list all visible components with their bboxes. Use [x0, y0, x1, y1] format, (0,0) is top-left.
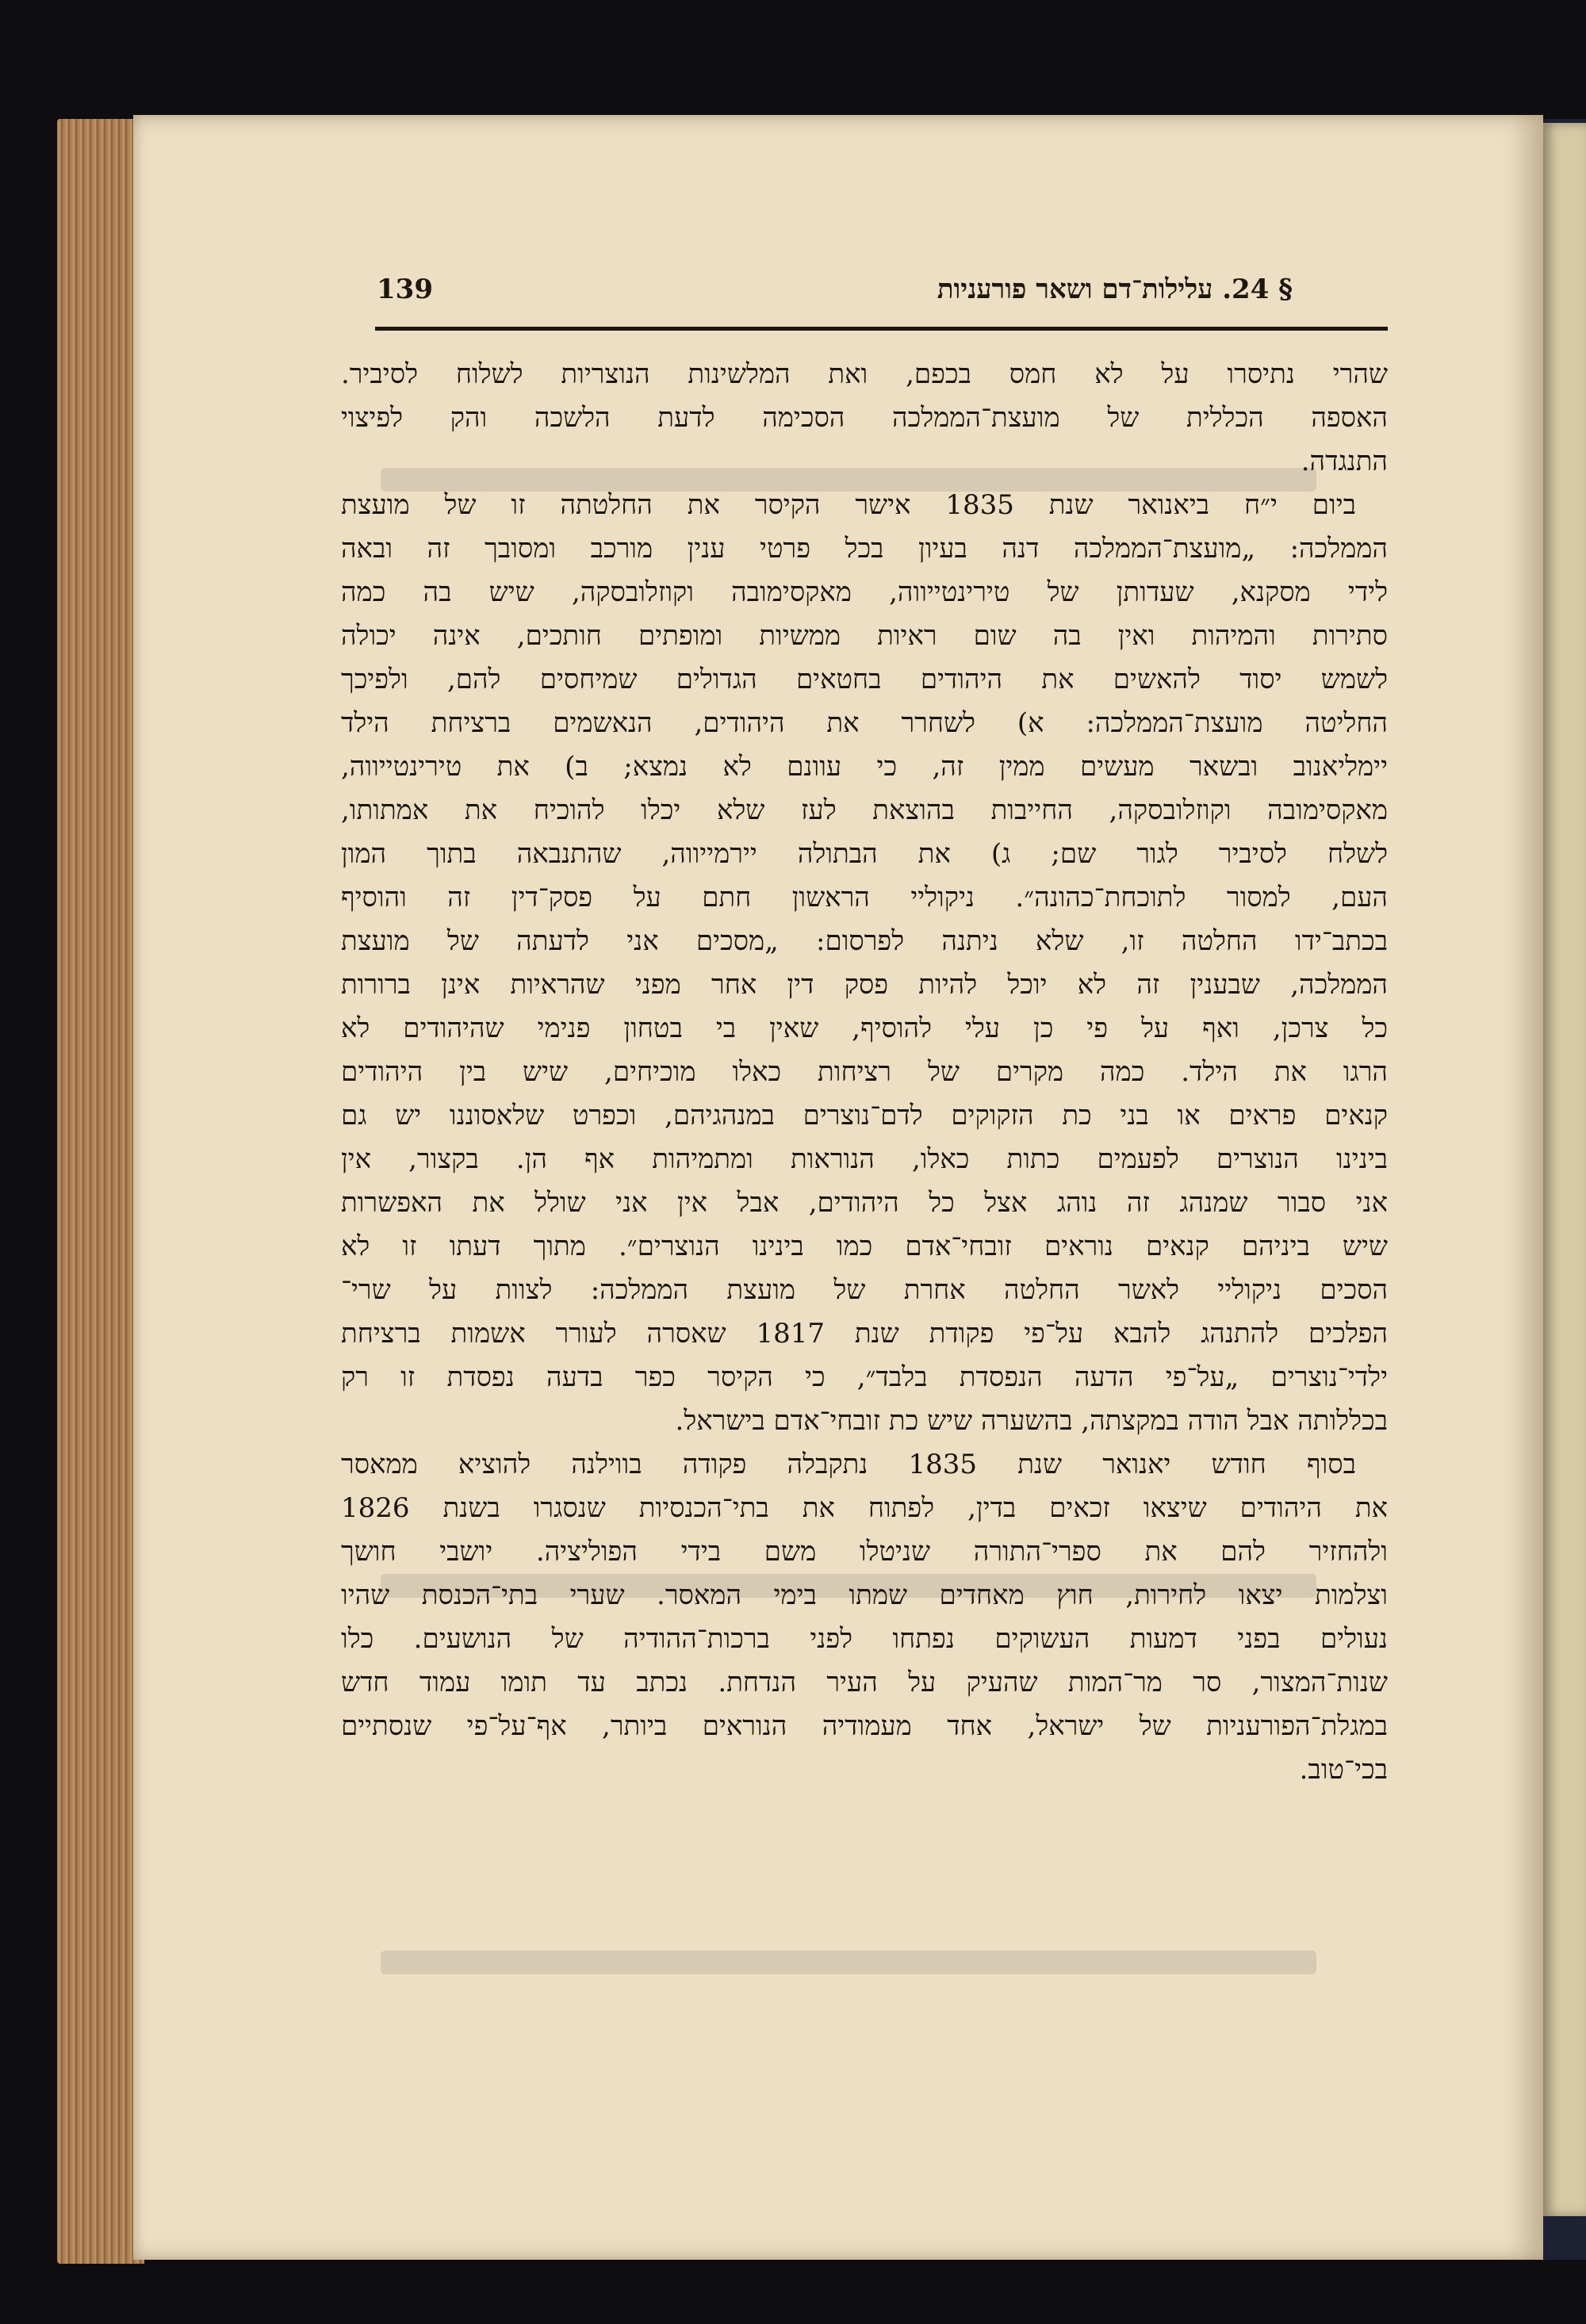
text-line: לידי מסקנא, שעדותן של טירינטייווה, מאקסימובה וקוזלובסקה, שיש בה כמה	[341, 576, 1388, 608]
text-line: בינינו הנוצרים לפעמים כתות כאלו, הנוראות ומתמיהות אף הן. בקצור, אין	[341, 1143, 1388, 1175]
text-line: שנות־המצור, סר מר־המות שהעיק על העיר הנדחת. נכתב עד תומו עמוד חדש	[341, 1667, 1388, 1698]
text-line: הרגו את הילד. כמה מקרים של רציחות כאלו מוכיחים, שיש בין היהודים	[341, 1056, 1388, 1088]
text-line: ילדי־נוצרים „על־פי הדעה הנפסדת בלבד״, כי הקיסר כפר בדעה נפסדת זו רק	[341, 1361, 1388, 1393]
text-line: אני סבור שמנהג זה נוהג אצל כל היהודים, אבל אין אני שולל את האפשרות	[341, 1187, 1388, 1219]
text-line: הממלכה, שבענין זה לא יוכל להיות פסק דין אחר מפני שהראיות אינן ברורות	[341, 969, 1388, 1001]
text-line: כל צרכן, ואף על פי כן עלי להוסיף, שאין בי בטחון פנימי שהיהודים לא	[341, 1013, 1388, 1044]
text-line: וצלמות יצאו לחירות, חוץ מאחדים שמתו בימי המאסר. שערי בתי־הכנסת שהיו	[341, 1579, 1388, 1611]
section-title: § 24. עלילות־דם ושאר פורעניות	[937, 274, 1293, 305]
text-line: התנגדה.	[1301, 446, 1388, 477]
text-line: האספה הכללית של מועצת־הממלכה הסכימה לדעת הלשכה והק לפיצוי	[341, 402, 1388, 434]
text-line: הפלכים להתנהג להבא על־פי פקודת שנת 1817 שאסרה לעורר אשמות ברציחת	[341, 1318, 1388, 1350]
text-line: בסוף חודש יאנואר שנת 1835 נתקבלה פקודה בווילנה להוציא ממאסר	[341, 1449, 1356, 1480]
text-line: הממלכה: „מועצת־הממלכה דנה בעיון בכל פרטי ענין מורכב ומסובך זה ובאה	[341, 533, 1388, 565]
text-line: מאקסימובה וקוזלובסקה, החייבות בהוצאת לעז שלא יכלו להוכיח את אמתותו,	[341, 794, 1388, 826]
text-line: ולהחזיר להם את ספרי־התורה שניטלו משם בידי הפוליציה. יושבי חושך	[341, 1536, 1388, 1568]
facing-page-edge	[1543, 123, 1586, 2216]
page-block-edges	[57, 119, 144, 2264]
header-rule	[375, 327, 1388, 331]
text-line: את היהודים שיצאו זכאים בדין, לפתוח את בתי־הכנסיות שנסגרו בשנת 1826	[341, 1492, 1388, 1524]
text-line: לשמש יסוד להאשים את היהודים בחטאים הגדולים שמיחסים להם, ולפיכך	[341, 664, 1388, 695]
text-line: בכתב־ידו החלטה זו, שלא ניתנה לפרסום: „מסכים אני לדעתה של מועצת	[341, 925, 1388, 957]
text-line: לשלח לסיביר לגור שם; ג) את הבתולה יירמייווה, שהתנבאה בתוך המון	[341, 838, 1388, 870]
show-through-shadow	[381, 1951, 1316, 1974]
text-line: שהרי נתיסרו על לא חמס בכפם, ואת המלשינות הנוצריות לשלוח לסיביר.	[341, 358, 1388, 390]
body-text	[341, 353, 1388, 1792]
text-line: החליטה מועצת־הממלכה: א) לשחרר את היהודים, הנאשמים ברציחת הילד	[341, 707, 1388, 739]
running-head	[377, 274, 1388, 313]
text-line: יימליאנוב ובשאר מעשים ממין זה, כי עוונם לא נמצא; ב) את טירינטייווה,	[341, 751, 1388, 783]
page-number: 139	[377, 274, 433, 305]
text-line: נעולים בפני דמעות העשוקים נפתחו לפני ברכות־ההודיה של הנושעים. כלו	[341, 1623, 1388, 1655]
text-line: העם, למסור לתוכחת־כהונה״. ניקוליי הראשון חתם על פסק־דין זה והוסיף	[341, 882, 1388, 913]
text-line: קנאים פראים או בני כת הזקוקים לדם־נוצרים במנהגיהם, וכפרט שלאסוננו יש גם	[341, 1100, 1388, 1131]
text-line: במגלת־הפורעניות של ישראל, אחד מעמודיה הנוראים ביותר, אף־על־פי שנסתיים	[341, 1710, 1388, 1742]
text-line: בכי־טוב.	[1299, 1754, 1388, 1786]
text-line: בכללותה אבל הודה במקצתה, בהשערה שיש כת זובחי־אדם בישראל.	[675, 1405, 1388, 1437]
text-line: סתירות והמיהות ואין בה שום ראיות ממשיות ומופתים חותכים, אינה יכולה	[341, 620, 1388, 652]
text-line: ביום י״ח ביאנואר שנת 1835 אישר הקיסר את החלטתה זו של מועצת	[341, 489, 1357, 521]
text-line: הסכים ניקוליי לאשר החלטה אחרת של מועצת הממלכה: לצוות על שרי־	[341, 1274, 1388, 1306]
text-line: שיש ביניהם קנאים נוראים זובחי־אדם כמו בינינו הנוצרים״. מתוך דעתו זו לא	[341, 1231, 1388, 1262]
